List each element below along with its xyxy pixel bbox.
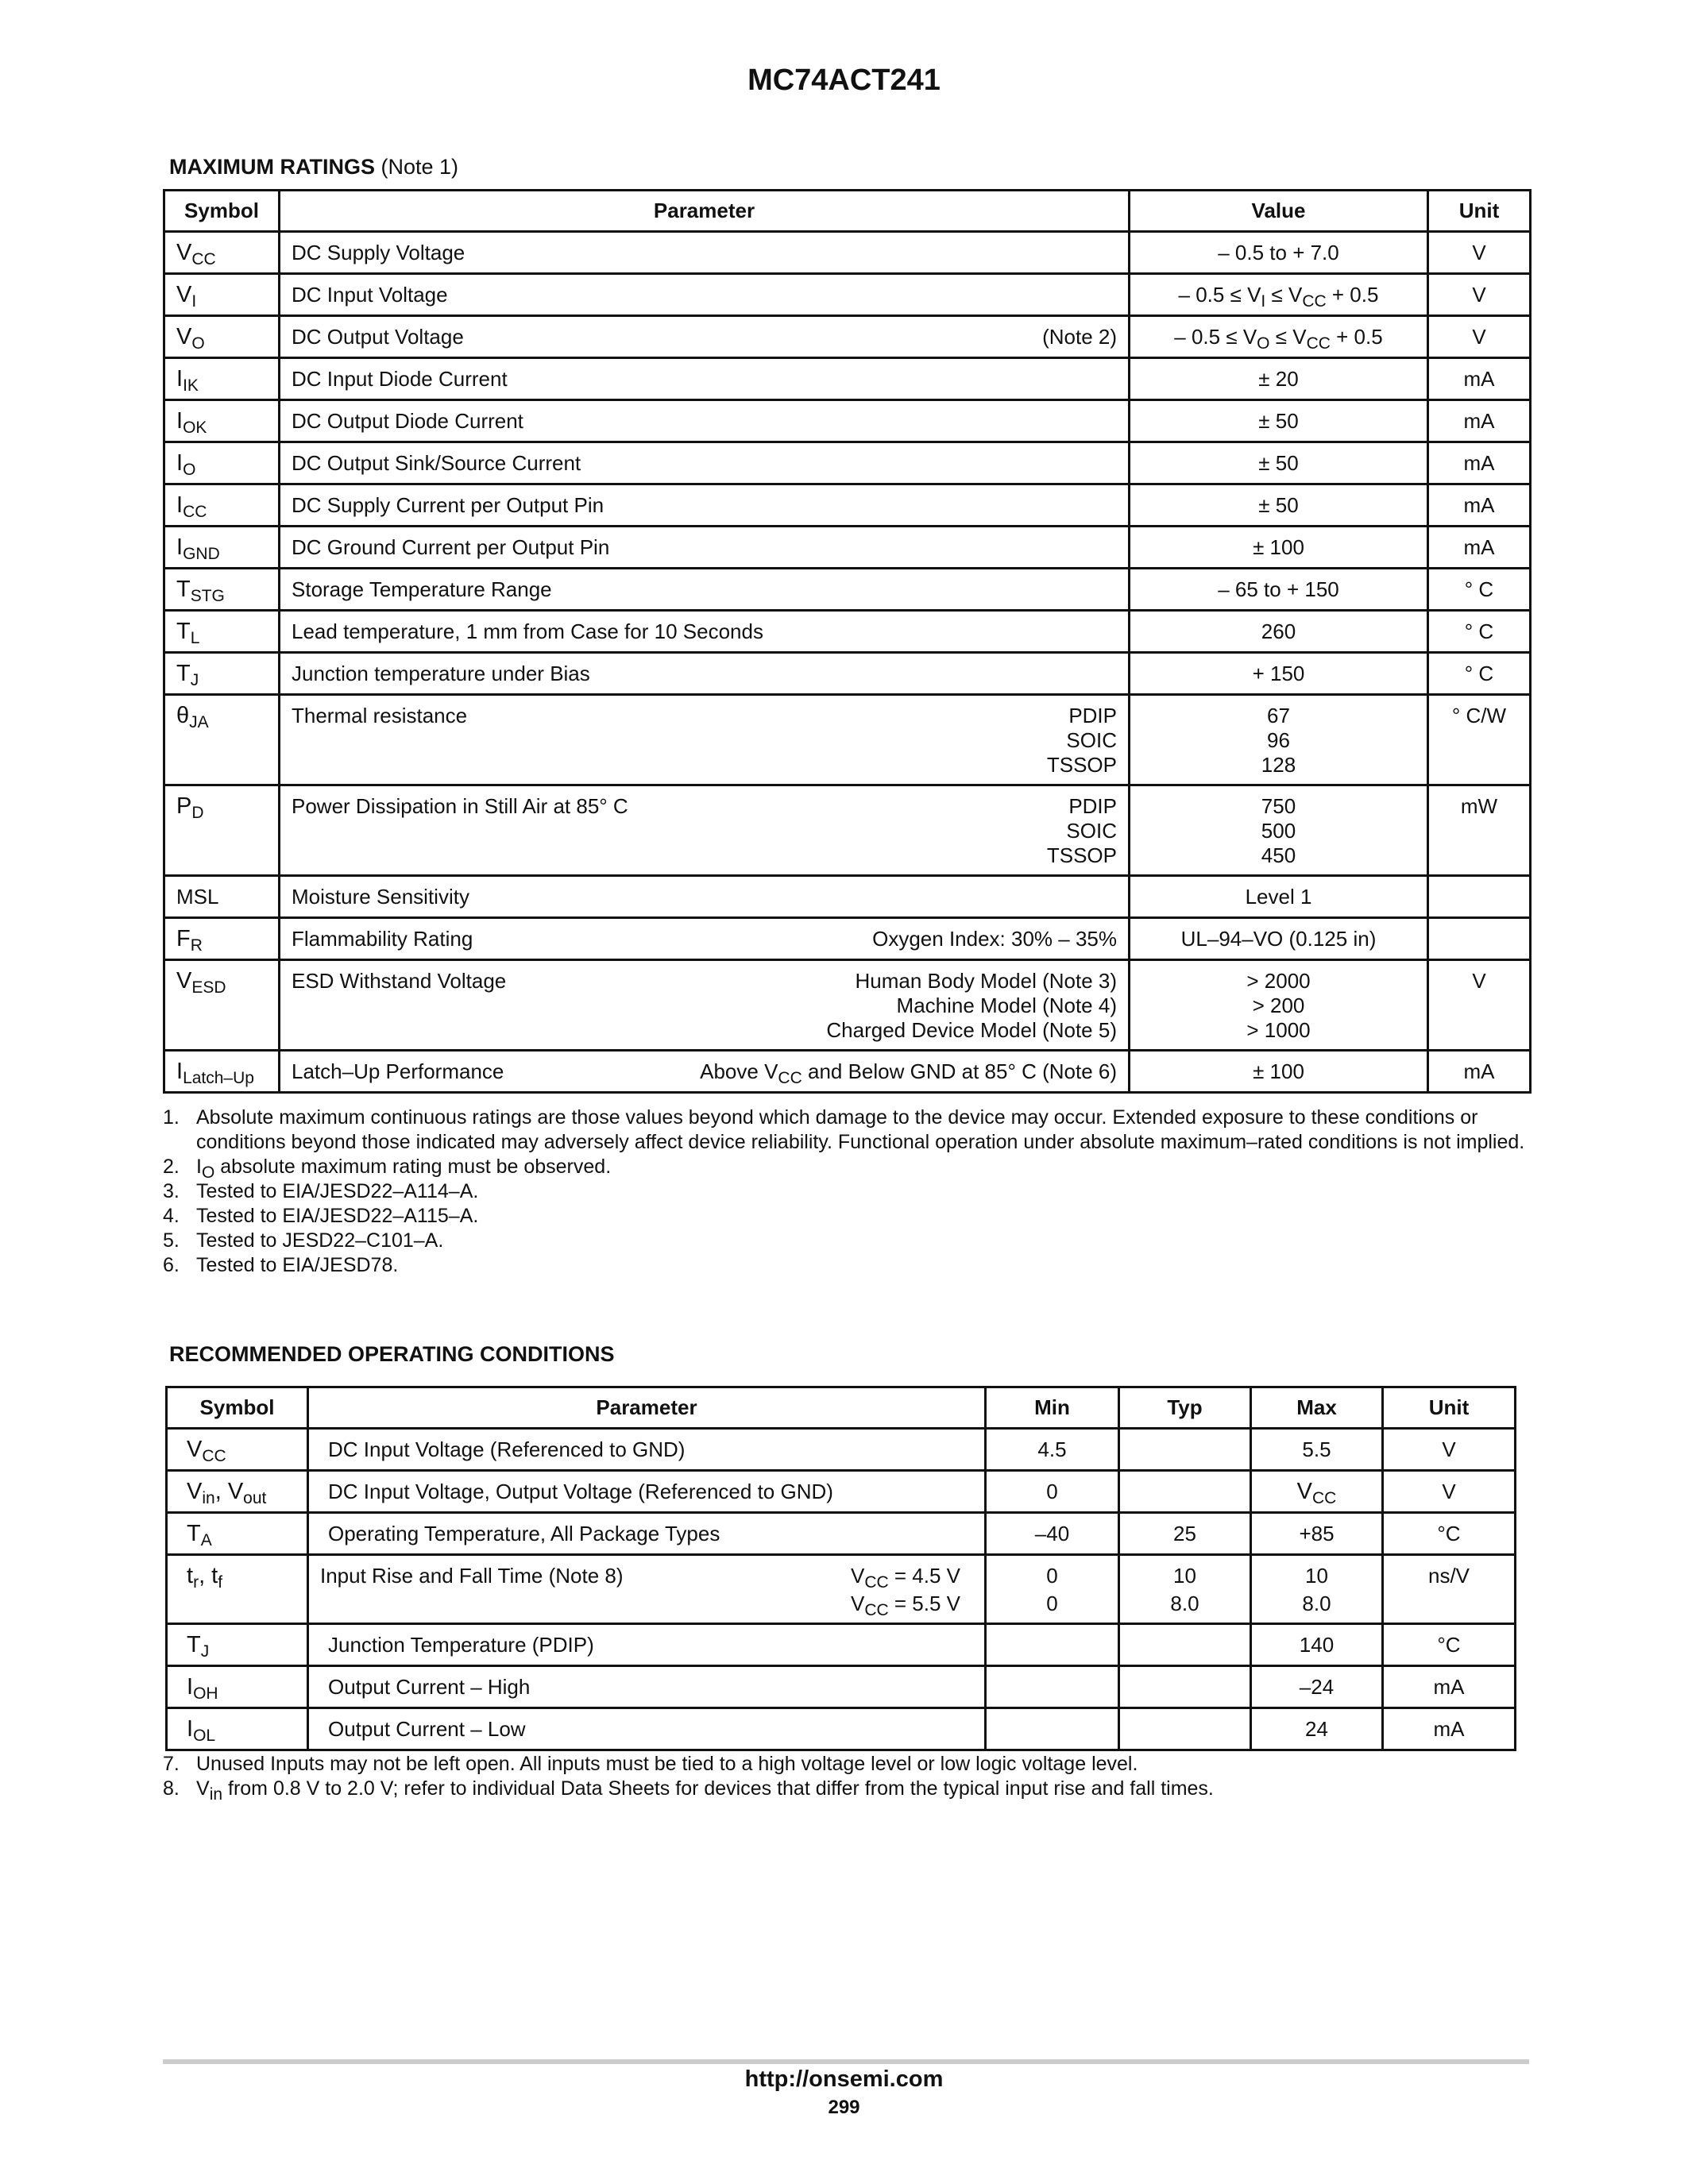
symbol-cell: $P_D$ — [164, 785, 280, 876]
max-cell: 5.5 — [1251, 1429, 1383, 1471]
symbol-cell: $T_J$ — [164, 653, 280, 695]
value-cell: ± 50 — [1130, 400, 1428, 442]
table-row — [164, 527, 1531, 569]
parameter-cell: Thermal resistance PDIP SOIC TSSOP — [280, 695, 1130, 785]
footnote: 8. $V_{in}$ from 0.8 V to 2.0 V; refer to individual Data Sheets for devices that differ from the typical input rise and fall times. — [163, 1777, 1214, 1804]
unit-cell: °C — [1383, 1624, 1516, 1666]
table-row — [164, 1051, 1531, 1093]
typ-cell — [1119, 1429, 1251, 1471]
col-header-unit: Unit — [1383, 1387, 1516, 1429]
parameter-cell: DC Output Voltage (Note 2) — [280, 316, 1130, 358]
unit-cell: mA — [1383, 1708, 1516, 1750]
typ-cell — [1119, 1471, 1251, 1513]
parameter-cell: DC Output Sink/Source Current — [280, 442, 1130, 484]
max-ratings-title-text: MAXIMUM RATINGS — [169, 155, 375, 179]
value-cell: ± 50 — [1130, 442, 1428, 484]
max-cell: 10 8.0 — [1251, 1555, 1383, 1624]
condition-text: Oxygen Index: 30% – 35% — [872, 927, 1117, 951]
col-header-unit: Unit — [1428, 191, 1531, 232]
rec-conditions-table — [165, 1386, 1516, 1751]
parameter-cell: DC Output Diode Current — [280, 400, 1130, 442]
symbol-cell: $I_{OK}$ — [164, 400, 280, 442]
min-cell: 0 — [986, 1471, 1119, 1513]
unit-cell: ns/V — [1383, 1555, 1516, 1624]
typ-cell: 25 — [1119, 1513, 1251, 1555]
table-row — [167, 1471, 1516, 1513]
table-row — [164, 232, 1531, 274]
max-cell: 140 — [1251, 1624, 1383, 1666]
symbol-cell: $I_O$ — [164, 442, 280, 484]
col-header-symbol: Symbol — [164, 191, 280, 232]
unit-cell: V — [1383, 1471, 1516, 1513]
unit-cell: mA — [1428, 358, 1531, 400]
symbol-cell: $F_R$ — [164, 918, 280, 960]
symbol-cell: MSL — [164, 876, 280, 918]
min-cell — [986, 1666, 1119, 1708]
parameter-cell: Output Current – Low — [308, 1708, 986, 1750]
page-title: MC74ACT241 — [747, 64, 941, 97]
table-row — [164, 918, 1531, 960]
min-cell — [986, 1708, 1119, 1750]
table-row — [167, 1513, 1516, 1555]
symbol-cell: $\theta_{JA}$ — [164, 695, 280, 785]
unit-cell: mW — [1428, 785, 1531, 876]
unit-cell: V — [1383, 1429, 1516, 1471]
condition-text: (Note 2) — [1042, 325, 1117, 349]
min-cell: 4.5 — [986, 1429, 1119, 1471]
table-row — [167, 1624, 1516, 1666]
max-ratings-title — [169, 155, 458, 179]
col-header-parameter: Parameter — [280, 191, 1130, 232]
table-row — [164, 442, 1531, 484]
unit-cell: mA — [1428, 400, 1531, 442]
parameter-cell: Flammability Rating Oxygen Index: 30% – 35% — [280, 918, 1130, 960]
value-cell: ± 50 — [1130, 484, 1428, 527]
parameter-cell: DC Ground Current per Output Pin — [280, 527, 1130, 569]
min-cell: 0 0 — [986, 1555, 1119, 1624]
table-row — [164, 484, 1531, 527]
value-cell: – $0.5 \le V_O \le V_{CC} + 0.5$ — [1130, 316, 1428, 358]
table-row — [164, 876, 1531, 918]
symbol-cell: $I_{OH}$ — [167, 1666, 308, 1708]
parameter-cell: Moisture Sensitivity — [280, 876, 1130, 918]
value-cell: 750 500 450 — [1130, 785, 1428, 876]
footer-divider — [163, 2059, 1529, 2064]
table-row — [164, 695, 1531, 785]
symbol-cell: $I_{IK}$ — [164, 358, 280, 400]
parameter-cell: DC Supply Current per Output Pin — [280, 484, 1130, 527]
parameter-cell: Lead temperature, 1 mm from Case for 10 Seconds — [280, 611, 1130, 653]
unit-cell: V — [1428, 274, 1531, 316]
value-cell: > 2000 > 200 > 1000 — [1130, 960, 1428, 1051]
table-header-row — [164, 191, 1531, 232]
table-row — [164, 653, 1531, 695]
symbol-cell: $V_{ESD}$ — [164, 960, 280, 1051]
symbol-cell: $T_L$ — [164, 611, 280, 653]
unit-cell: mA — [1428, 442, 1531, 484]
value-cell: 260 — [1130, 611, 1428, 653]
footnote: 4. Tested to EIA/JESD22–A115–A. — [163, 1205, 479, 1227]
table-row — [164, 400, 1531, 442]
footnote: 1. Absolute maximum continuous ratings are those values beyond which damage to the device may occur. Extended exposure to these conditions or conditions beyond those indicated may adversely affect device reliability. Functional operation under absolute maximum–rated conditions is not implied. — [163, 1106, 1525, 1153]
table-row — [164, 785, 1531, 876]
max-ratings-title-note: (Note 1) — [374, 155, 459, 179]
symbol-cell: $V_{in}$, $V_{out}$ — [167, 1471, 308, 1513]
symbol-cell: $t_r$, $t_f$ — [167, 1555, 308, 1624]
symbol-cell: $V_I$ — [164, 274, 280, 316]
max-ratings-table — [163, 189, 1532, 1094]
table-row — [164, 611, 1531, 653]
max-ratings-notes — [163, 1106, 1529, 1278]
max-cell: $V_{CC}$ — [1251, 1471, 1383, 1513]
max-cell: +85 — [1251, 1513, 1383, 1555]
table-row — [164, 960, 1531, 1051]
col-header-max: Max — [1251, 1387, 1383, 1429]
col-header-typ: Typ — [1119, 1387, 1251, 1429]
footer-link[interactable]: http://onsemi.com — [744, 2066, 944, 2092]
model-list: Human Body Model (Note 3) Machine Model (Note 4) Charged Device Model (Note 5) — [826, 969, 1117, 1042]
symbol-cell: $V_{CC}$ — [167, 1429, 308, 1471]
footnote: 7. Unused Inputs may not be left open. All inputs must be tied to a high voltage level or low logic voltage level. — [163, 1753, 1138, 1775]
value-cell: UL–94–VO (0.125 in) — [1130, 918, 1428, 960]
parameter-cell: DC Input Voltage — [280, 274, 1130, 316]
table-row — [167, 1708, 1516, 1750]
table-row — [167, 1429, 1516, 1471]
min-cell — [986, 1624, 1119, 1666]
unit-cell: °C — [1383, 1513, 1516, 1555]
value-cell: ± 100 — [1130, 1051, 1428, 1093]
table-row — [167, 1666, 1516, 1708]
unit-cell: V — [1428, 316, 1531, 358]
table-header-row — [167, 1387, 1516, 1429]
value-cell: – 0.5 to + 7.0 — [1130, 232, 1428, 274]
max-cell: –24 — [1251, 1666, 1383, 1708]
unit-cell — [1428, 876, 1531, 918]
unit-cell — [1428, 918, 1531, 960]
parameter-cell: ESD Withstand Voltage Human Body Model (Note 3) Machine Model (Note 4) Charged Device Model (Note 5) — [280, 960, 1130, 1051]
min-cell: –40 — [986, 1513, 1119, 1555]
unit-cell: mA — [1428, 484, 1531, 527]
unit-cell: ° C/W — [1428, 695, 1531, 785]
parameter-cell: Storage Temperature Range — [280, 569, 1130, 611]
symbol-cell: $T_J$ — [167, 1624, 308, 1666]
parameter-cell: Latch–Up Performance Above $V_{CC}$ and Below GND at 85° C (Note 6) — [280, 1051, 1130, 1093]
col-header-min: Min — [986, 1387, 1119, 1429]
package-list: PDIP SOIC TSSOP — [1046, 794, 1117, 867]
unit-cell: ° C — [1428, 653, 1531, 695]
parameter-cell: Junction temperature under Bias — [280, 653, 1130, 695]
rec-conditions-title: RECOMMENDED OPERATING CONDITIONS — [169, 1342, 615, 1366]
unit-cell: ° C — [1428, 611, 1531, 653]
table-row — [164, 316, 1531, 358]
parameter-cell: Power Dissipation in Still Air at 85° C PDIP SOIC TSSOP — [280, 785, 1130, 876]
table-row — [164, 358, 1531, 400]
parameter-cell: DC Supply Voltage — [280, 232, 1130, 274]
parameter-cell: DC Input Voltage (Referenced to GND) — [308, 1429, 986, 1471]
max-cell: 24 — [1251, 1708, 1383, 1750]
symbol-cell: $V_O$ — [164, 316, 280, 358]
value-cell: + 150 — [1130, 653, 1428, 695]
typ-cell — [1119, 1708, 1251, 1750]
value-cell: ± 20 — [1130, 358, 1428, 400]
symbol-cell: $T_{STG}$ — [164, 569, 280, 611]
symbol-cell: $I_{GND}$ — [164, 527, 280, 569]
unit-cell: mA — [1383, 1666, 1516, 1708]
typ-cell — [1119, 1624, 1251, 1666]
col-header-parameter: Parameter — [308, 1387, 986, 1429]
value-cell: Level 1 — [1130, 876, 1428, 918]
unit-cell: ° C — [1428, 569, 1531, 611]
unit-cell: mA — [1428, 527, 1531, 569]
unit-cell: mA — [1428, 1051, 1531, 1093]
table-row — [167, 1555, 1516, 1624]
parameter-cell: DC Input Diode Current — [280, 358, 1130, 400]
table-row — [164, 274, 1531, 316]
condition-text: Above $V_{CC}$ and Below GND at 85° C (Note 6) — [700, 1059, 1117, 1087]
symbol-cell: $T_A$ — [167, 1513, 308, 1555]
parameter-cell: DC Input Voltage, Output Voltage (Referenced to GND) — [308, 1471, 986, 1513]
value-cell: ± 100 — [1130, 527, 1428, 569]
footnote: 3. Tested to EIA/JESD22–A114–A. — [163, 1180, 479, 1202]
value-cell: – $0.5 \le V_I \le V_{CC} + 0.5$ — [1130, 274, 1428, 316]
value-cell: – 65 to + 150 — [1130, 569, 1428, 611]
unit-cell: V — [1428, 232, 1531, 274]
parameter-cell: Input Rise and Fall Time (Note 8) $V_{CC} = 4.5$ V $V_{CC} = 5.5$ V — [308, 1555, 986, 1624]
typ-cell: 10 8.0 — [1119, 1555, 1251, 1624]
parameter-cell: Junction Temperature (PDIP) — [308, 1624, 986, 1666]
footnote: 2. $I_O$ absolute maximum rating must be observed. — [163, 1156, 612, 1182]
parameter-cell: Output Current – High — [308, 1666, 986, 1708]
parameter-cell: Operating Temperature, All Package Types — [308, 1513, 986, 1555]
table-row — [164, 569, 1531, 611]
symbol-cell: $I_{Latch-Up}$ — [164, 1051, 280, 1093]
col-header-value: Value — [1130, 191, 1428, 232]
unit-cell: V — [1428, 960, 1531, 1051]
footnote: 5. Tested to JESD22–C101–A. — [163, 1229, 444, 1252]
page-number: 299 — [828, 2097, 860, 2118]
typ-cell — [1119, 1666, 1251, 1708]
symbol-cell: $V_{CC}$ — [164, 232, 280, 274]
rec-conditions-notes — [163, 1752, 1529, 1804]
symbol-cell: $I_{OL}$ — [167, 1708, 308, 1750]
package-list: PDIP SOIC TSSOP — [1046, 704, 1117, 777]
condition-list: $V_{CC} = 4.5$ V $V_{CC} = 5.5$ V — [850, 1564, 960, 1619]
col-header-symbol: Symbol — [167, 1387, 308, 1429]
value-cell: 67 96 128 — [1130, 695, 1428, 785]
symbol-cell: $I_{CC}$ — [164, 484, 280, 527]
footnote: 6. Tested to EIA/JESD78. — [163, 1254, 399, 1276]
